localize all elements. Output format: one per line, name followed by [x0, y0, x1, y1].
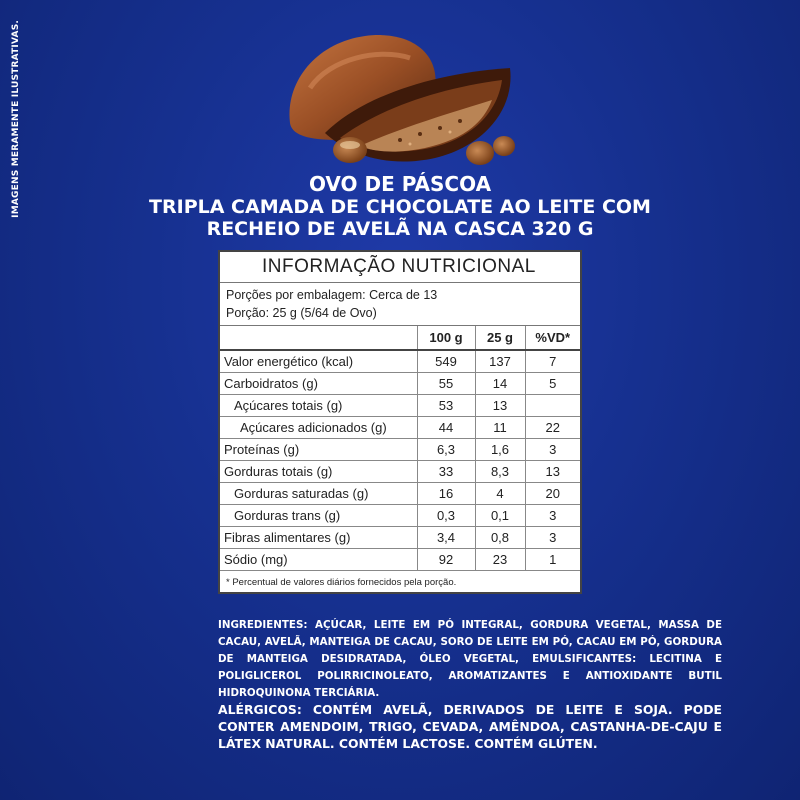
table-row	[220, 461, 580, 483]
ingredients-section	[218, 617, 722, 702]
allergens-text: CONTÉM AVELÃ, DERIVADOS DE LEITE E SOJA. PODE CONTER AMENDOIM, TRIGO, CEVADA, AMÊNDOA, CASTANHA-DE-CAJU E LÁTEX NATURAL. CONTÉM LACTOSE. CONTÉM GLÚTEN.	[218, 702, 722, 751]
value-per-100g: 16	[417, 483, 475, 505]
value-per-100g: 6,3	[417, 439, 475, 461]
allergens-label: ALÉRGICOS:	[218, 702, 302, 717]
value-per-100g: 33	[417, 461, 475, 483]
table-row	[220, 439, 580, 461]
value-vd	[525, 395, 580, 417]
value-vd: 3	[525, 439, 580, 461]
servings-per-package: Porções por embalagem: Cerca de 13	[226, 288, 438, 302]
table-row	[220, 350, 580, 373]
table-row	[220, 505, 580, 527]
product-title-block	[0, 172, 800, 240]
value-per-25g: 8,3	[475, 461, 525, 483]
value-vd: 5	[525, 373, 580, 395]
nutrient-label: Fibras alimentares (g)	[220, 527, 417, 549]
ingredients-label: INGREDIENTES:	[218, 619, 308, 631]
nutrition-table-body	[220, 350, 580, 571]
value-vd: 13	[525, 461, 580, 483]
serving-size: Porção: 25 g (5/64 de Ovo)	[226, 306, 377, 320]
header-nutrient	[220, 326, 417, 350]
value-per-25g: 4	[475, 483, 525, 505]
value-per-25g: 137	[475, 350, 525, 373]
nutrient-label: Açúcares totais (g)	[220, 395, 417, 417]
table-row	[220, 417, 580, 439]
nutrient-label: Sódio (mg)	[220, 549, 417, 571]
value-per-25g: 14	[475, 373, 525, 395]
product-title: OVO DE PÁSCOA	[308, 172, 492, 196]
allergens-section	[218, 701, 722, 752]
ingredients-text: AÇÚCAR, LEITE EM PÓ INTEGRAL, GORDURA VEGETAL, MASSA DE CACAU, AVELÃ, MANTEIGA DE CACAU, SORO DE LEITE EM PÓ, CACAU EM PÓ, GORDURA DE MANTEIGA DESIDRATADA, ÓLEO VEGETAL, EMULSIFICANTES: LECITINA E POLIGLICEROL POLIRRICINOLEATO, AROMATIZANTES E ANTIOXIDANTE BUTIL HIDROQUINONA TERCIÁRIA.	[218, 619, 722, 699]
value-per-25g: 0,8	[475, 527, 525, 549]
table-row	[220, 483, 580, 505]
product-subtitle-line1: TRIPLA CAMADA DE CHOCOLATE AO LEITE COM	[149, 196, 651, 218]
value-vd: 3	[525, 527, 580, 549]
value-vd: 20	[525, 483, 580, 505]
value-vd: 22	[525, 417, 580, 439]
value-per-25g: 23	[475, 549, 525, 571]
value-per-100g: 55	[417, 373, 475, 395]
value-per-25g: 1,6	[475, 439, 525, 461]
value-per-25g: 13	[475, 395, 525, 417]
chocolate-egg-illustration	[270, 28, 530, 173]
value-per-100g: 92	[417, 549, 475, 571]
value-per-100g: 0,3	[417, 505, 475, 527]
value-per-25g: 0,1	[475, 505, 525, 527]
nutrition-table-header	[220, 326, 580, 350]
table-row	[220, 527, 580, 549]
nutrient-label: Proteínas (g)	[220, 439, 417, 461]
value-vd: 7	[525, 350, 580, 373]
nutrition-title: INFORMAÇÃO NUTRICIONAL	[220, 252, 580, 283]
table-row	[220, 373, 580, 395]
table-row	[220, 395, 580, 417]
serving-info	[220, 283, 580, 326]
table-row	[220, 549, 580, 571]
product-subtitle-line2: RECHEIO DE AVELÃ NA CASCA 320 G	[206, 218, 594, 240]
header-per-25g: 25 g	[475, 326, 525, 350]
nutrient-label: Carboidratos (g)	[220, 373, 417, 395]
nutrient-label: Gorduras totais (g)	[220, 461, 417, 483]
nutrition-footnote: * Percentual de valores diários fornecidos pela porção.	[226, 577, 457, 588]
nutrient-label: Açúcares adicionados (g)	[220, 417, 417, 439]
value-per-25g: 11	[475, 417, 525, 439]
value-vd: 1	[525, 549, 580, 571]
chocolate-egg-image	[270, 28, 530, 173]
header-per-100g: 100 g	[417, 326, 475, 350]
nutrition-facts-panel	[218, 250, 582, 594]
value-per-100g: 549	[417, 350, 475, 373]
nutrition-table	[220, 326, 580, 571]
value-per-100g: 53	[417, 395, 475, 417]
disclaimer-text: IMAGENS MERAMENTE ILUSTRATIVAS.	[11, 20, 21, 218]
value-per-100g: 3,4	[417, 527, 475, 549]
nutrient-label: Gorduras trans (g)	[220, 505, 417, 527]
nutrient-label: Gorduras saturadas (g)	[220, 483, 417, 505]
value-vd: 3	[525, 505, 580, 527]
nutrient-label: Valor energético (kcal)	[220, 350, 417, 373]
header-vd: %VD*	[525, 326, 580, 350]
value-per-100g: 44	[417, 417, 475, 439]
